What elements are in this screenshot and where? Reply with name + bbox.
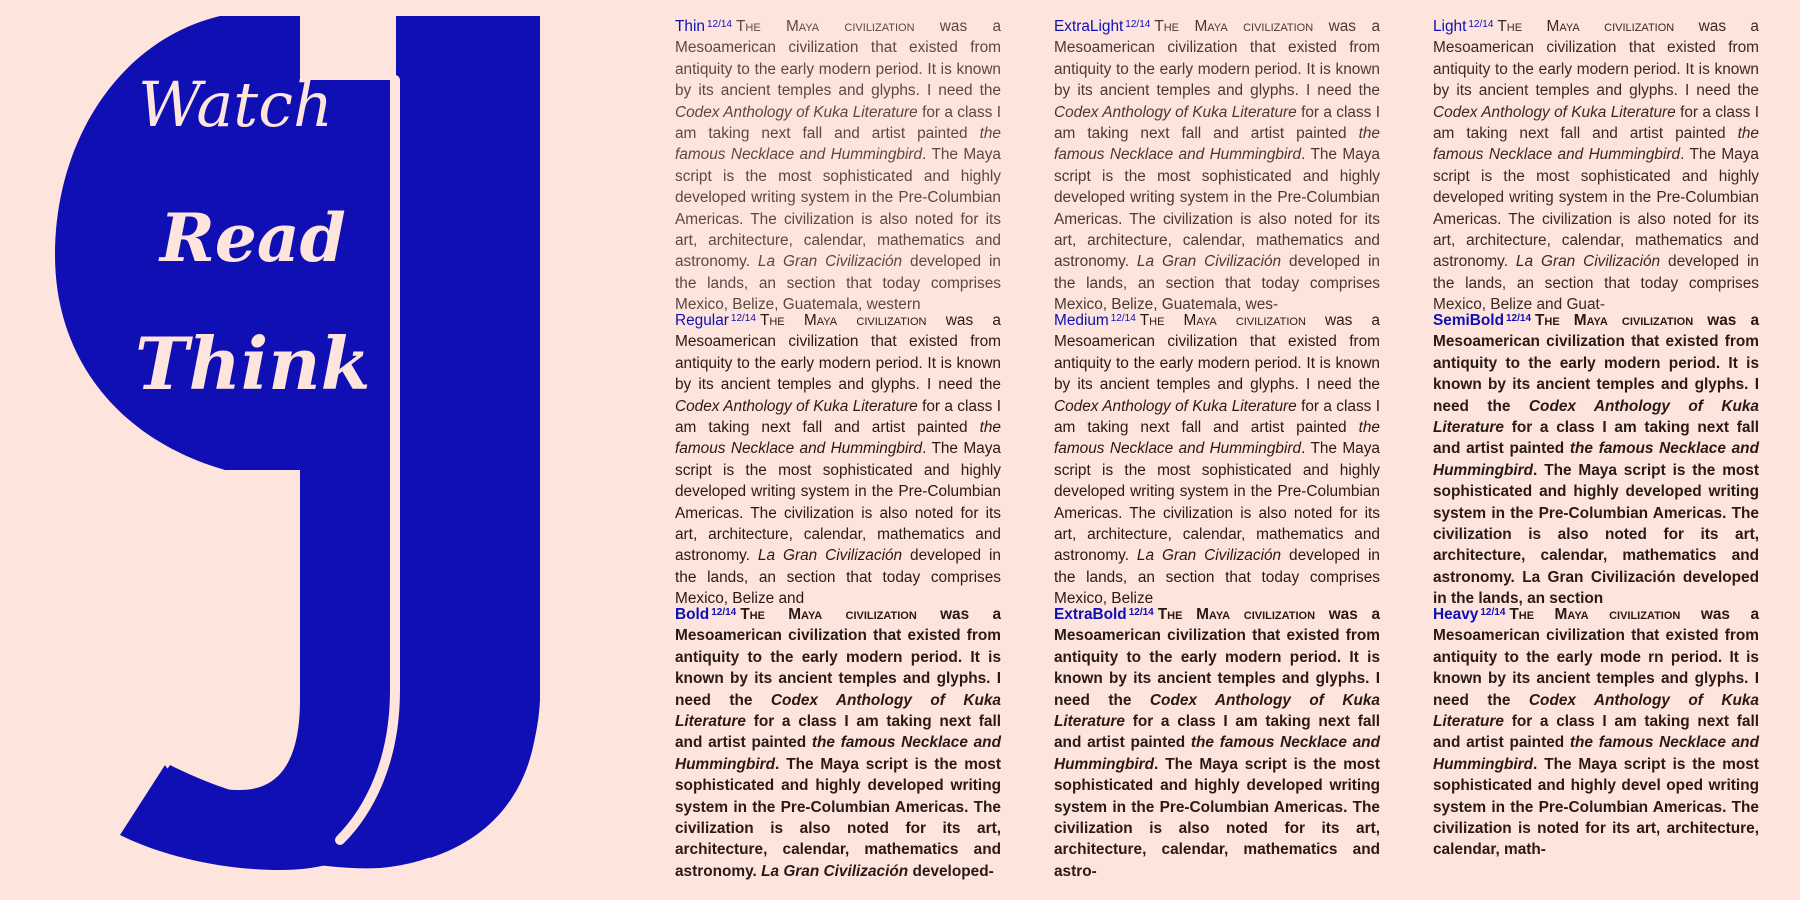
body-text: for a class I am taking next fall and artist painted [1054, 713, 1380, 752]
lead-smallcaps: The Maya civilization [735, 18, 915, 35]
body-text: for a class I am taking next fall and artist painted [1433, 713, 1759, 752]
size-label: 12/14 [706, 19, 732, 30]
specimen-block-extralight [1054, 14, 1381, 314]
weight-label: ExtraLight [1054, 18, 1124, 35]
italic-title: La Gran Civilización [761, 862, 909, 880]
lead-smallcaps: The Maya civilization [1535, 312, 1694, 329]
hero-panel [0, 0, 640, 900]
specimen-block-regular [675, 308, 1001, 608]
body-text: for a class I am taking next fall and artist painted [675, 397, 1001, 437]
specimen-block-light [1433, 14, 1759, 314]
italic-title: Codex Anthology of Kuka Literature [1433, 397, 1759, 437]
body-text: developed- [908, 862, 994, 880]
body-text: developed in the lands, an section that today comprises Mexico, Belize and [675, 547, 1001, 608]
body-text: was a Mesoamerican civilization that existed from antiquity to the early modern period. It is known by its ancient temples and glyphs. I need the [1054, 18, 1381, 100]
italic-title: La Gran Civilización [757, 253, 903, 271]
body-text: was a Mesoamerican civilization that existed from antiquity to the early modern period. It is known by its ancient temples and glyphs. I need the [1433, 312, 1759, 415]
specimen-block-extrabold [1054, 602, 1380, 880]
body-text: was a Mesoamerican civilization that existed from antiquity to the early modern period. It is known by its ancient temples and glyphs. I need the [1433, 18, 1759, 100]
body-text: developed in the lands, an section that today comprises Mexico, Belize, Guatemala, western [675, 253, 1001, 314]
lead-smallcaps: The Maya civilization [1154, 18, 1314, 35]
size-label: 12/14 [1110, 313, 1136, 324]
italic-title: the famous Necklace and Hummingbird [1054, 419, 1380, 458]
body-text: for a class I am taking next fall and artist painted [1054, 103, 1380, 143]
italic-title: the famous Necklace and Hummingbird [1054, 734, 1380, 773]
weight-label: Light [1433, 18, 1467, 35]
body-text: . The Maya script is the most sophisticated and highly developed writing system in the Pre-Columbian Americas. The civilization is also noted for its art, architecture, calendar, mathematics and astronomy. [675, 146, 1001, 271]
specimen-block-medium [1054, 308, 1380, 608]
body-text: was a Mesoamerican civilization that existed from antiquity to the early mode rn period. It is known by its ancient temples and glyphs. I need the [1433, 606, 1759, 709]
italic-title: La Gran Civilización [1136, 547, 1282, 565]
italic-title: Codex Anthology of Kuka Literature [1054, 103, 1297, 121]
weight-label: Regular [675, 312, 729, 329]
italic-title: the famous Necklace and Hummingbird [1054, 125, 1380, 164]
body-text: . The Maya script is the most sophisticated and highly developed writing system in the Pre-Columbian Americas. The civilization is also noted for its art, architecture, calendar, mathematics and astro- [1054, 755, 1380, 880]
italic-title: Codex Anthology of Kuka Literature [675, 103, 918, 121]
italic-title: La Gran Civilización [1515, 253, 1661, 271]
size-label: 12/14 [1505, 313, 1532, 324]
specimen-block-semibold [1433, 308, 1759, 608]
size-label: 12/14 [1125, 19, 1151, 30]
italic-title: the famous Necklace and Hummingbird [675, 125, 1001, 164]
body-text: for a class I am taking next fall and artist painted [675, 713, 1001, 752]
body-text: developed in the lands, an section that today comprises Mexico, Belize and Guat- [1433, 253, 1759, 314]
italic-title: La Gran Civilización [1136, 253, 1282, 271]
body-text: . The Maya script is the most sophisticated and highly developed writing system in the Pre-Columbian Americas. The civilization is also noted for its art, architecture, calendar, mathematics and astronomy. [1054, 440, 1380, 565]
weight-label: SemiBold [1433, 312, 1504, 329]
weight-label: ExtraBold [1054, 606, 1127, 623]
body-text: La Gran Civilización developed in the lands, an section [1433, 568, 1759, 608]
hero-word-watch: Watch [138, 68, 333, 141]
body-text: was a Mesoamerican civilization that existed from antiquity to the early modern period. It is known by its ancient temples and glyphs. I need the [1054, 606, 1380, 709]
weight-label: Heavy [1433, 606, 1479, 623]
weight-label: Bold [675, 606, 710, 623]
body-text: . The Maya script is the most sophisticated and highly developed writing system in the Pre-Columbian Americas. The civilization is also noted for its art, architecture, calendar, mathematics and astronomy. [675, 755, 1001, 880]
italic-title: Codex Anthology of Kuka Literature [675, 397, 918, 415]
italic-title: Codex Anthology of Kuka Literature [1054, 691, 1380, 731]
italic-title: the famous Necklace and Hummingbird [675, 734, 1001, 773]
weight-label: Thin [675, 18, 705, 35]
specimen-block-heavy [1433, 602, 1759, 874]
italic-title: Codex Anthology of Kuka Literature [1054, 397, 1297, 415]
italic-title: Codex Anthology of Kuka Literature [1433, 691, 1759, 731]
italic-title: Codex Anthology of Kuka Literature [1433, 103, 1676, 121]
lead-smallcaps: The Maya civilization [1139, 312, 1306, 329]
body-text: was a Mesoamerican civilization that existed from antiquity to the early modern period. It is known by its ancient temples and glyphs. I need the [675, 606, 1001, 709]
body-text: developed in the lands, an section that today comprises Mexico, Belize [1054, 547, 1380, 608]
specimen-block-thin [675, 14, 1002, 314]
body-text: for a class I am taking next fall and artist painted [1054, 397, 1380, 437]
lead-smallcaps: The Maya civilization [759, 312, 927, 329]
body-text: . The Maya script is the most sophisticated and highly developed writing system in the Pre-Columbian Americas. The civilization is also noted for its art, architecture, calendar, mathematics and astronomy. [1433, 461, 1759, 586]
lead-smallcaps: The Maya civilization [740, 606, 917, 623]
specimen-block-bold [675, 602, 1001, 880]
body-text: . The Maya script is the most sophisticated and highly developed writing system in the Pre-Columbian Americas. The civilization is also noted for its art, architecture, calendar, mathematics and astronomy. [1054, 146, 1380, 271]
italic-title: the famous Necklace and Hummingbird [1433, 734, 1759, 773]
italic-title: Codex Anthology of Kuka Literature [675, 691, 1001, 731]
size-label: 12/14 [711, 607, 737, 618]
lead-smallcaps: The Maya civilization [1509, 606, 1681, 623]
size-label: 12/14 [730, 313, 756, 324]
hero-word-read: Read [160, 199, 346, 277]
body-text: for a class I am taking next fall and artist painted [675, 103, 1001, 143]
body-text: was a Mesoamerican civilization that existed from antiquity to the early modern period. It is known by its ancient temples and glyphs. I need the [675, 18, 1002, 100]
body-text: for a class I am taking next fall and artist painted [1433, 103, 1759, 143]
hero-word-think: Think [135, 321, 371, 406]
body-text: was a Mesoamerican civilization that existed from antiquity to the early modern period. It is known by its ancient temples and glyphs. I need the [675, 312, 1001, 394]
size-label: 12/14 [1480, 607, 1506, 618]
italic-title: La Gran Civilización [757, 547, 903, 565]
lead-smallcaps: The Maya civilization [1497, 18, 1675, 35]
body-text: was a Mesoamerican civilization that existed from antiquity to the early modern period. It is known by its ancient temples and glyphs. I need the [1054, 312, 1380, 394]
weight-label: Medium [1054, 312, 1109, 329]
body-text: developed in the lands, an section that today comprises Mexico, Belize, Guatemala, wes- [1054, 253, 1380, 314]
size-label: 12/14 [1128, 607, 1154, 618]
italic-title: the famous Necklace and Hummingbird [1433, 125, 1759, 164]
lead-smallcaps: The Maya civilization [1157, 606, 1316, 623]
italic-title: the famous Necklace and Hummingbird [1433, 440, 1759, 479]
body-text: . The Maya script is the most sophisticated and highly devel oped writing system in the Pre-Columbian Americas. The civilization is noted for its art, architecture, calendar, math- [1433, 755, 1759, 859]
body-text: for a class I am taking next fall and artist painted [1433, 419, 1759, 458]
body-text: . The Maya script is the most sophisticated and highly developed writing system in the Pre-Columbian Americas. The civilization is also noted for its art, architecture, calendar, mathematics and astronomy. [675, 440, 1001, 565]
size-label: 12/14 [1468, 19, 1494, 30]
body-text: . The Maya script is the most sophisticated and highly developed writing system in the Pre-Columbian Americas. The civilization is also noted for its art, architecture, calendar, mathematics and astronomy. [1433, 146, 1759, 271]
italic-title: the famous Necklace and Hummingbird [675, 419, 1001, 458]
